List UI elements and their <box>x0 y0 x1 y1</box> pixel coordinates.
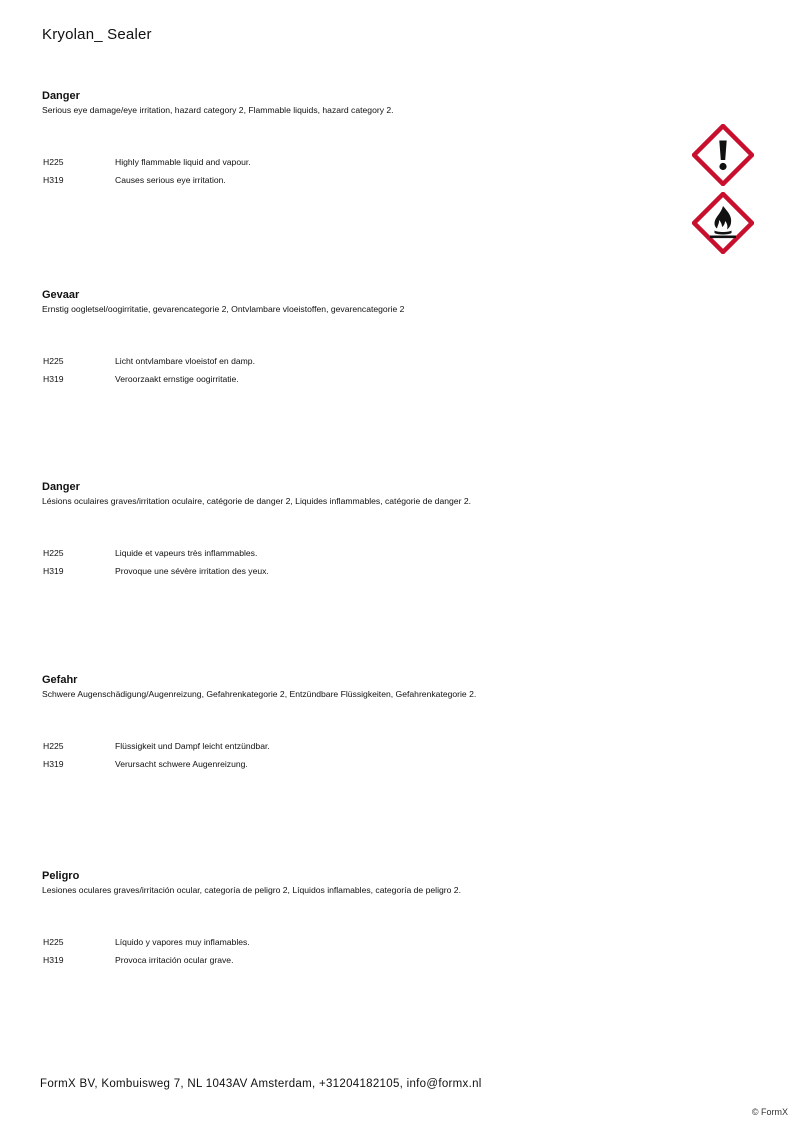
hazard-code: H225 <box>43 741 64 751</box>
hazard-statements <box>42 353 682 388</box>
hazard-statement-row <box>42 934 682 952</box>
hazard-statements <box>42 738 682 773</box>
hazard-code: H319 <box>43 565 64 576</box>
hazard-text: Highly flammable liquid and vapour. <box>115 157 251 167</box>
hazard-text: Licht ontvlambare vloeistof en damp. <box>115 356 255 366</box>
hazard-code: H319 <box>43 954 64 965</box>
document-title: Kryolan_ Sealer <box>42 26 152 43</box>
hazard-statements <box>42 154 682 189</box>
hazard-code: H225 <box>43 548 64 558</box>
hazard-statement-row <box>42 563 682 581</box>
flame-icon <box>692 192 754 254</box>
hazard-statement-row <box>42 154 682 172</box>
hazard-code: H319 <box>43 373 64 384</box>
hazard-code: H319 <box>43 174 64 185</box>
hazard-statements <box>42 545 682 580</box>
hazard-classification: Ernstig oogletsel/oogirritatie, gevarencategorie 2, Ontvlambare vloeistoffen, gevarencategorie 2 <box>42 304 405 314</box>
hazard-classification: Schwere Augenschädigung/Augenreizung, Gefahrenkategorie 2, Entzündbare Flüssigkeiten, Gefahrenkategorie 2. <box>42 689 477 699</box>
hazard-text: Provoque une sévère irritation des yeux. <box>115 565 269 576</box>
exclamation-mark-icon <box>692 124 754 186</box>
hazard-code: H225 <box>43 937 64 947</box>
hazard-code: H225 <box>43 157 64 167</box>
hazard-statement-row <box>42 371 682 389</box>
hazard-text: Verursacht schwere Augenreizung. <box>115 758 248 769</box>
hazard-statement-row <box>42 756 682 774</box>
footer-copyright: © FormX <box>751 1107 788 1117</box>
hazard-text: Liquide et vapeurs très inflammables. <box>115 548 258 558</box>
signal-word: Danger <box>42 481 80 493</box>
hazard-section-de <box>42 673 682 773</box>
signal-word: Gevaar <box>42 289 80 301</box>
hazard-classification: Serious eye damage/eye irritation, hazard category 2, Flammable liquids, hazard category 2. <box>42 105 394 115</box>
hazard-text: Líquido y vapores muy inflamables. <box>115 937 250 947</box>
hazard-section-fr <box>42 480 682 580</box>
hazard-statements <box>42 934 682 969</box>
hazard-section-es <box>42 869 682 969</box>
hazard-statement-row <box>42 172 682 190</box>
hazard-text: Provoca irritación ocular grave. <box>115 954 234 965</box>
hazard-text: Veroorzaakt ernstige oogirritatie. <box>115 373 239 384</box>
hazard-text: Flüssigkeit und Dampf leicht entzündbar. <box>115 741 270 751</box>
hazard-classification: Lesiones oculares graves/irritación ocular, categoría de peligro 2, Líquidos inflamables, categoría de peligro 2. <box>42 885 461 895</box>
hazard-statement-row <box>42 738 682 756</box>
hazard-statement-row <box>42 353 682 371</box>
signal-word: Danger <box>42 90 80 102</box>
hazard-section-en <box>42 89 682 189</box>
footer-address: FormX BV, Kombuisweg 7, NL 1043AV Amsterdam, +31204182105, info@formx.nl <box>40 1078 482 1090</box>
signal-word: Gefahr <box>42 674 78 686</box>
hazard-classification: Lésions oculaires graves/irritation oculaire, catégorie de danger 2, Liquides inflammables, catégorie de danger 2. <box>42 496 471 506</box>
hazard-text: Causes serious eye irritation. <box>115 174 226 185</box>
signal-word: Peligro <box>42 870 80 882</box>
hazard-statement-row <box>42 545 682 563</box>
hazard-code: H225 <box>43 356 64 366</box>
hazard-code: H319 <box>43 758 64 769</box>
hazard-statement-row <box>42 952 682 970</box>
hazard-section-nl <box>42 288 682 388</box>
